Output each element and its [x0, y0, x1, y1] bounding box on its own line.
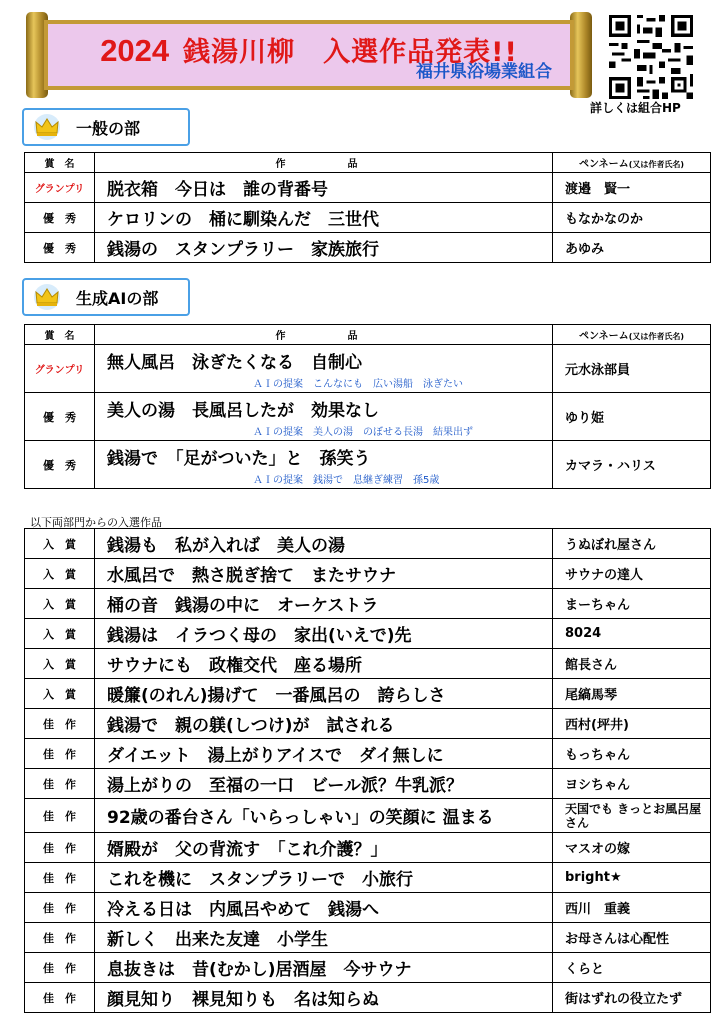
organization-name: 福井県浴場業組合: [416, 62, 552, 82]
award-cell: 入 賞: [25, 529, 95, 559]
ai-suggestion: ＡＩの提案 こんなにも 広い湯船 泳ぎたい: [253, 378, 463, 390]
pen-cell: bright★: [553, 863, 711, 893]
pen-cell: サウナの達人: [553, 559, 711, 589]
award-cell: 優 秀: [25, 203, 95, 233]
award-cell: 佳 作: [25, 863, 95, 893]
award-cell: 入 賞: [25, 559, 95, 589]
award-cell: 佳 作: [25, 953, 95, 983]
award-cell: 佳 作: [25, 709, 95, 739]
table-row: [25, 739, 711, 769]
column-award: 賞 名: [25, 325, 95, 345]
table-row: [25, 649, 711, 679]
award-cell: 入 賞: [25, 589, 95, 619]
award-cell: 入 賞: [25, 649, 95, 679]
column-pen-label: ペンネーム: [578, 331, 629, 342]
table-row: [25, 173, 711, 203]
pen-cell: 館長さん: [553, 649, 711, 679]
column-award: 賞 名: [25, 153, 95, 173]
table-row: [25, 679, 711, 709]
work-text: 無人風呂 泳ぎたくなる 自制心: [107, 352, 362, 373]
award-cell: 優 秀: [25, 441, 95, 489]
work-cell: 銭湯で 親の躾(しつけ)が 試される: [95, 709, 553, 739]
award-cell: 入 賞: [25, 679, 95, 709]
table-row: [25, 589, 711, 619]
award-cell: 佳 作: [25, 893, 95, 923]
work-cell: 桶の音 銭湯の中に オーケストラ: [95, 589, 553, 619]
pen-cell: 渡邉 賢一: [553, 173, 711, 203]
section-header-ai: [22, 278, 190, 316]
crown-icon: [32, 114, 62, 140]
other-entries-table: [24, 528, 711, 1013]
work-cell: [95, 393, 553, 441]
ai-suggestion: ＡＩの提案 美人の湯 のぼせる長湯 結果出ず: [253, 426, 473, 438]
table-row: [25, 893, 711, 923]
table-row: [25, 983, 711, 1013]
award-cell: 優 秀: [25, 233, 95, 263]
work-cell: 息抜きは 昔(むかし)居酒屋 今サウナ: [95, 953, 553, 983]
table-row: [25, 441, 711, 489]
section-title-ai: 生成AIの部: [76, 288, 159, 308]
work-cell: [95, 345, 553, 393]
title-banner: [26, 12, 592, 98]
award-cell: 佳 作: [25, 769, 95, 799]
award-cell: 佳 作: [25, 983, 95, 1013]
pen-cell: くらと: [553, 953, 711, 983]
work-cell: 新しく 出来た友達 小学生: [95, 923, 553, 953]
work-cell: 暖簾(のれん)揚げて 一番風呂の 誇らしさ: [95, 679, 553, 709]
crown-icon: [32, 284, 62, 310]
work-cell: [95, 441, 553, 489]
pen-cell: ゆり姫: [553, 393, 711, 441]
award-cell: 入 賞: [25, 619, 95, 649]
work-cell: 銭湯も 私が入れば 美人の湯: [95, 529, 553, 559]
pen-cell: 尾縞馬琴: [553, 679, 711, 709]
pen-cell: もなかなのか: [553, 203, 711, 233]
pen-cell: マスオの嫁: [553, 833, 711, 863]
pen-cell: 元水泳部員: [553, 345, 711, 393]
table-row: [25, 529, 711, 559]
table-row: [25, 953, 711, 983]
award-cell: グランプリ: [25, 345, 95, 393]
award-cell: 佳 作: [25, 799, 95, 833]
work-cell: 92歳の番台さん「いらっしゃい」の笑顔に 温まる: [95, 799, 553, 833]
work-cell: サウナにも 政権交代 座る場所: [95, 649, 553, 679]
title-year: 2024: [100, 33, 170, 68]
award-cell: 佳 作: [25, 923, 95, 953]
work-text: 美人の湯 長風呂したが 効果なし: [107, 400, 379, 421]
work-cell: 顔見知り 裸見知りも 名は知らぬ: [95, 983, 553, 1013]
table-row: [25, 559, 711, 589]
work-cell: 婿殿が 父の背流す 「これ介護？」: [95, 833, 553, 863]
pen-cell: カマラ・ハリス: [553, 441, 711, 489]
work-cell: 脱衣箱 今日は 誰の背番号: [95, 173, 553, 203]
table-row: [25, 799, 711, 833]
ai-suggestion: ＡＩの提案 銭湯で 息継ぎ練習 孫5歳: [253, 474, 440, 486]
work-cell: 銭湯の スタンプラリー 家族旅行: [95, 233, 553, 263]
table-row: [25, 863, 711, 893]
column-work: 作 品: [95, 325, 553, 345]
pen-cell: まーちゃん: [553, 589, 711, 619]
section-header-general: [22, 108, 190, 146]
table-row: [25, 923, 711, 953]
column-pen-note: (又は作者氏名): [628, 332, 684, 341]
work-cell: これを機に スタンプラリーで 小旅行: [95, 863, 553, 893]
award-cell: 優 秀: [25, 393, 95, 441]
table-row: [25, 833, 711, 863]
other-entries-note: 以下両部門からの入選作品: [30, 516, 162, 529]
table-header-row: [25, 153, 711, 173]
work-text: 銭湯で 「足がついた」と 孫笑う: [107, 448, 371, 469]
scroll-frame: [44, 20, 574, 90]
table-row: [25, 769, 711, 799]
table-row: [25, 393, 711, 441]
ai-table: [24, 324, 711, 489]
pen-cell: あゆみ: [553, 233, 711, 263]
qr-caption: 詳しくは組合HP: [590, 101, 681, 115]
work-cell: 水風呂で 熱さ脱ぎ捨て またサウナ: [95, 559, 553, 589]
column-pen-label: ペンネーム: [578, 159, 629, 170]
table-row: [25, 345, 711, 393]
pen-cell: うぬぼれ屋さん: [553, 529, 711, 559]
qr-code-icon[interactable]: [606, 12, 696, 102]
pen-cell: ヨシちゃん: [553, 769, 711, 799]
title-text: 銭湯川柳 入選作品発表!!: [183, 37, 518, 68]
award-cell: 佳 作: [25, 739, 95, 769]
pen-cell: 西村(坪井): [553, 709, 711, 739]
pen-cell: 街はずれの役立たず: [553, 983, 711, 1013]
work-cell: 湯上がりの 至福の一口 ビール派？牛乳派？: [95, 769, 553, 799]
table-row: [25, 203, 711, 233]
work-cell: 銭湯は イラつく母の 家出(いえで)先: [95, 619, 553, 649]
award-cell: グランプリ: [25, 173, 95, 203]
scroll-body: [48, 24, 570, 86]
table-header-row: [25, 325, 711, 345]
work-cell: 冷える日は 内風呂やめて 銭湯へ: [95, 893, 553, 923]
pen-cell: 天国でも きっとお風呂屋さん: [553, 799, 711, 833]
pen-cell: もっちゃん: [553, 739, 711, 769]
table-row: [25, 233, 711, 263]
pen-cell: 西川 重義: [553, 893, 711, 923]
pen-cell: お母さんは心配性: [553, 923, 711, 953]
section-title-general: 一般の部: [76, 118, 141, 138]
column-pen-name: [553, 325, 711, 345]
table-row: [25, 709, 711, 739]
work-cell: ケロリンの 桶に馴染んだ 三世代: [95, 203, 553, 233]
column-pen-name: [553, 153, 711, 173]
award-cell: 佳 作: [25, 833, 95, 863]
general-table: [24, 152, 711, 263]
other-entries-body: [25, 529, 711, 1013]
table-row: [25, 619, 711, 649]
work-cell: ダイエット 湯上がりアイスで ダイ無しに: [95, 739, 553, 769]
column-pen-note: (又は作者氏名): [628, 160, 684, 169]
pen-cell: 8024: [553, 619, 711, 649]
column-work: 作 品: [95, 153, 553, 173]
